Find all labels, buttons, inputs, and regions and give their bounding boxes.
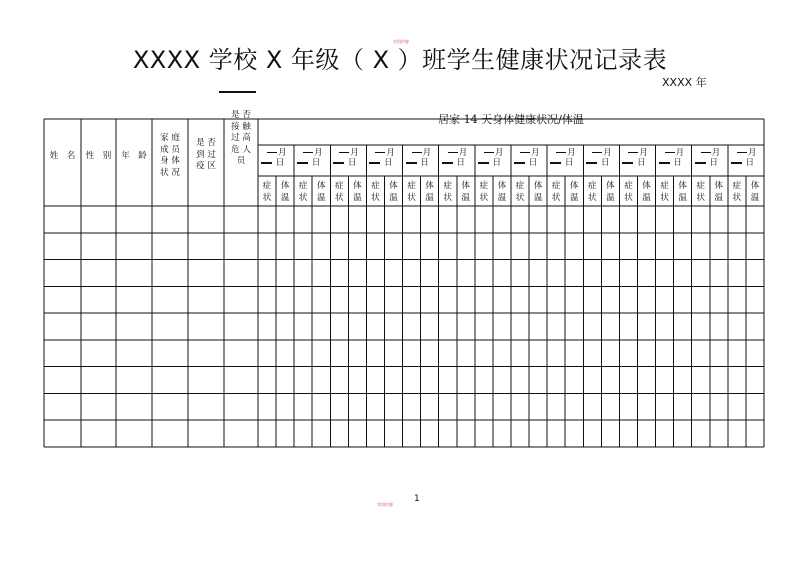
month-label: 月 [314, 148, 323, 158]
year-label: XXXX 年 [662, 76, 707, 89]
month-label: 月 [567, 148, 576, 158]
header-family-health: 家 庭 成 员 身 体 状 况 [160, 133, 180, 178]
date-cell [619, 148, 655, 168]
day-label: 日 [670, 158, 682, 168]
temperature-header: 体 温 [569, 181, 579, 203]
day-label: 日 [706, 158, 718, 168]
symptom-header: 症 状 [262, 181, 272, 203]
symptom-header: 症 状 [371, 181, 380, 203]
month-label: 月 [278, 148, 287, 158]
watermark-bottom: 实用内容 [377, 502, 393, 507]
temperature-header: 体 温 [353, 181, 362, 203]
temperature-header: 体 温 [425, 181, 434, 203]
temperature-header: 体 温 [642, 181, 651, 203]
day-label: 日 [273, 158, 285, 168]
symptom-header: 症 状 [660, 181, 669, 203]
month-label: 月 [747, 148, 757, 158]
month-label: 月 [350, 148, 359, 158]
day-label: 日 [634, 158, 646, 168]
header-age: 年 龄 [121, 151, 147, 161]
symptom-header: 症 状 [407, 181, 416, 203]
day-label: 日 [742, 158, 755, 168]
temperature-header: 体 温 [497, 181, 507, 203]
month-label: 月 [603, 148, 612, 158]
header-contact-risk: 是 否 接 触 过 高 危 人 员 [231, 110, 251, 167]
temperature-header: 体 温 [389, 181, 398, 203]
symptom-header: 症 状 [732, 181, 742, 203]
symptom-header: 症 状 [588, 181, 597, 203]
month-label: 月 [531, 148, 540, 158]
header-home-14-days: 居家 14 天身体健康状况/体温 [438, 113, 584, 126]
temperature-header: 体 温 [280, 181, 290, 203]
symptom-header: 症 状 [335, 181, 344, 203]
month-label: 月 [711, 148, 721, 158]
temperature-header: 体 温 [606, 181, 615, 203]
date-cell [475, 148, 511, 168]
temperature-header: 体 温 [316, 181, 326, 203]
page-number: 1 [414, 494, 420, 504]
header-gender: 性 别 [85, 151, 112, 161]
date-cell [656, 148, 692, 168]
month-label: 月 [639, 148, 648, 158]
day-label: 日 [598, 158, 610, 168]
date-cell [366, 148, 402, 168]
symptom-header: 症 状 [443, 181, 452, 203]
date-cell [547, 148, 583, 168]
month-label: 月 [422, 148, 432, 158]
watermark-top: 实用内容 [393, 39, 409, 44]
day-label: 日 [381, 158, 393, 168]
month-label: 月 [386, 148, 395, 158]
page-title: XXXX 学校 X 年级（ X ）班学生健康状况记录表 [132, 46, 668, 74]
symptom-header: 症 状 [479, 181, 489, 203]
temperature-header: 体 温 [533, 181, 543, 203]
header-epidemic-area: 是 否 到 过 疫 区 [196, 138, 216, 172]
date-cell [258, 148, 294, 168]
month-label: 月 [494, 148, 504, 158]
day-label: 日 [453, 158, 465, 168]
day-label: 日 [345, 158, 357, 168]
month-label: 月 [675, 148, 685, 158]
day-label: 日 [562, 158, 574, 168]
symptom-header: 症 状 [696, 181, 705, 203]
date-cell [439, 148, 475, 168]
day-label: 日 [309, 158, 321, 168]
date-cell [403, 148, 439, 168]
date-cell [511, 148, 547, 168]
date-cell [583, 148, 619, 168]
temperature-header: 体 温 [714, 181, 724, 203]
date-cell [728, 148, 764, 168]
symptom-header: 症 状 [298, 181, 308, 203]
symptom-header: 症 状 [551, 181, 561, 203]
day-label: 日 [417, 158, 429, 168]
temperature-header: 体 温 [461, 181, 471, 203]
day-label: 日 [489, 158, 502, 168]
date-cell [692, 148, 728, 168]
symptom-header: 症 状 [515, 181, 525, 203]
temperature-header: 体 温 [678, 181, 687, 203]
month-label: 月 [458, 148, 468, 158]
temperature-header: 体 温 [750, 181, 760, 203]
header-name: 姓 名 [49, 151, 76, 161]
date-cell [294, 148, 330, 168]
date-cell [330, 148, 366, 168]
symptom-header: 症 状 [624, 181, 633, 203]
day-label: 日 [526, 158, 538, 168]
